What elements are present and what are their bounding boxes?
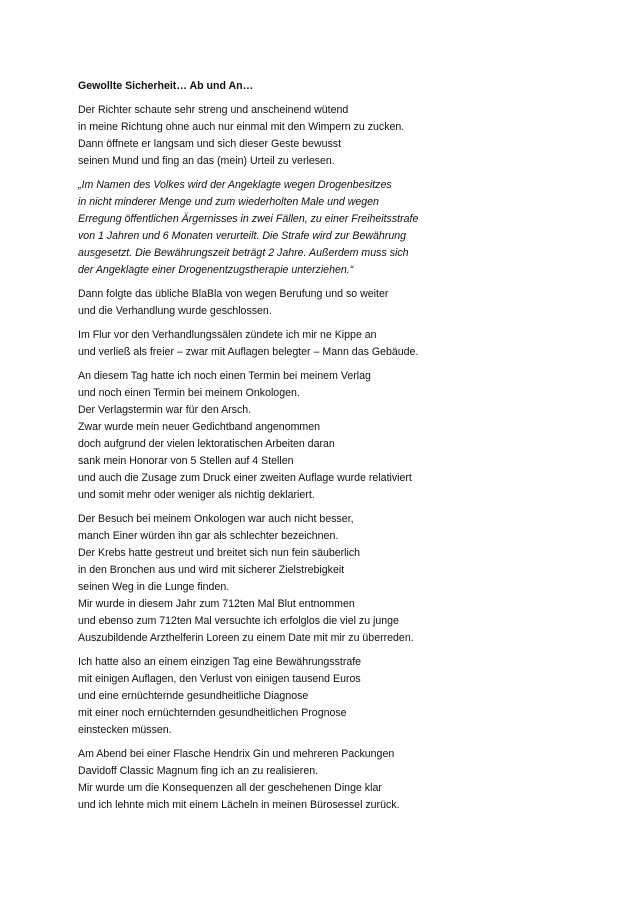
text-line: Am Abend bei einer Flasche Hendrix Gin und mehreren Packungen — [78, 748, 395, 760]
text-line: und verließ als freier – zwar mit Auflagen belegter – Mann das Gebäude. — [78, 346, 419, 358]
text-paragraph — [78, 746, 598, 814]
text-paragraph — [78, 654, 598, 739]
document-title: Gewollte Sicherheit… Ab und An… — [78, 80, 254, 92]
text-line: Dann folgte das übliche BlaBla von wegen Berufung und so weiter — [78, 288, 389, 300]
text-line: Im Flur vor den Verhandlungssälen zündete ich mir ne Kippe an — [78, 329, 377, 341]
text-line: der Angeklagte einer Drogenentzugstherapie unterziehen.“ — [78, 264, 354, 276]
text-line: und noch einen Termin bei meinem Onkologen. — [78, 387, 300, 399]
text-line: und die Verhandlung wurde geschlossen. — [78, 305, 272, 317]
text-line: mit einer noch ernüchternden gesundheitlichen Prognose — [78, 707, 347, 719]
text-line: Erregung öffentlichen Ärgernisses in zwei Fällen, zu einer Freiheitsstrafe — [78, 213, 419, 225]
text-line: Zwar wurde mein neuer Gedichtband angenommen — [78, 421, 321, 433]
text-line: Mir wurde in diesem Jahr zum 712ten Mal Blut entnommen — [78, 598, 355, 610]
text-line: Der Richter schaute sehr streng und anscheinend wütend — [78, 104, 349, 116]
text-line: manch Einer würden ihn gar als schlechter bezeichnen. — [78, 530, 339, 542]
text-line: ausgesetzt. Die Bewährungszeit beträgt 2 Jahre. Außerdem muss sich — [78, 247, 409, 259]
text-line: An diesem Tag hatte ich noch einen Termin bei meinem Verlag — [78, 370, 371, 382]
text-line: in nicht minderer Menge und zum wiederholten Male und wegen — [78, 196, 379, 208]
text-paragraph — [78, 368, 598, 504]
text-line: Dann öffnete er langsam und sich dieser Geste bewusst — [78, 138, 342, 150]
text-line: Davidoff Classic Magnum fing ich an zu realisieren. — [78, 765, 319, 777]
text-line: und ebenso zum 712ten Mal versuchte ich erfolglos die viel zu junge — [78, 615, 399, 627]
text-line: und somit mehr oder weniger als nichtig deklariert. — [78, 489, 315, 501]
text-line: seinen Mund und fing an das (mein) Urteil zu verlesen. — [78, 155, 335, 167]
document-body — [78, 78, 598, 821]
verdict-quote-paragraph — [78, 177, 598, 279]
text-line: und ich lehnte mich mit einem Lächeln in meinen Bürosessel zurück. — [78, 799, 400, 811]
text-line: einstecken müssen. — [78, 724, 172, 736]
text-line: mit einigen Auflagen, den Verlust von einigen tausend Euros — [78, 673, 361, 685]
text-line: seinen Weg in die Lunge finden. — [78, 581, 230, 593]
text-line: in meine Richtung ohne auch nur einmal mit den Wimpern zu zucken. — [78, 121, 405, 133]
text-line: „Im Namen des Volkes wird der Angeklagte wegen Drogenbesitzes — [78, 179, 392, 191]
text-line: sank mein Honorar von 5 Stellen auf 4 Stellen — [78, 455, 294, 467]
text-line: Der Krebs hatte gestreut und breitet sich nun fein säuberlich — [78, 547, 361, 559]
text-paragraph — [78, 511, 598, 647]
text-line: Der Besuch bei meinem Onkologen war auch nicht besser, — [78, 513, 354, 525]
text-paragraph — [78, 327, 598, 361]
text-line: in den Bronchen aus und wird mit sicherer Zielstrebigkeit — [78, 564, 345, 576]
text-paragraph — [78, 286, 598, 320]
text-paragraph — [78, 102, 598, 170]
text-line: Auszubildende Arzthelferin Loreen zu einem Date mit mir zu überreden. — [78, 632, 414, 644]
text-line: und auch die Zusage zum Druck einer zweiten Auflage wurde relativiert — [78, 472, 412, 484]
text-line: Mir wurde um die Konsequenzen all der geschehenen Dinge klar — [78, 782, 382, 794]
text-line: Der Verlagstermin war für den Arsch. — [78, 404, 252, 416]
text-line: und eine ernüchternde gesundheitliche Diagnose — [78, 690, 309, 702]
text-line: von 1 Jahren und 6 Monaten verurteilt. Die Strafe wird zur Bewährung — [78, 230, 406, 242]
paragraph-list — [78, 102, 598, 814]
text-line: doch aufgrund der vielen lektoratischen Arbeiten daran — [78, 438, 335, 450]
text-line: Ich hatte also an einem einzigen Tag eine Bewährungsstrafe — [78, 656, 362, 668]
